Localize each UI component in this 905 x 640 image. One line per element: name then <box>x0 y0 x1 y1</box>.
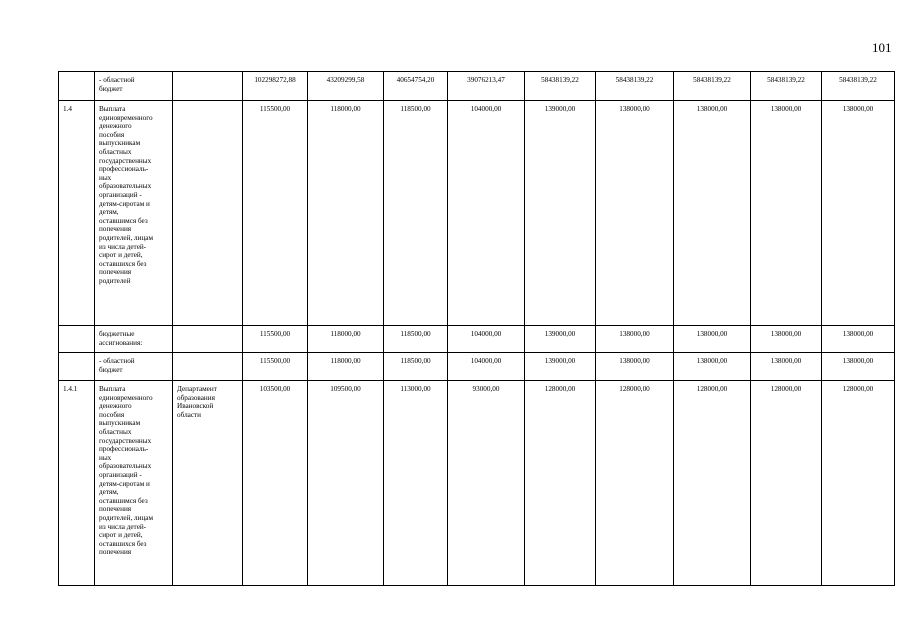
value-cell: 104000,00 <box>448 326 525 353</box>
value-cell: 138000,00 <box>822 326 895 353</box>
value-cell: 138000,00 <box>751 101 822 326</box>
row-code <box>59 326 95 353</box>
table-row <box>59 72 895 101</box>
row-name: Выплата единовременного денежного пособия выпускникам областных государственных профессиональ- ных образовательных организаций - детям-сиротам и детям, оставшимся без попечения родителей, лицам из числа детей- сирот и детей, оставшихся без попечения родителей <box>95 101 173 326</box>
value-cell: 43209299,58 <box>308 72 384 101</box>
row-executor <box>173 72 243 101</box>
value-cell: 118000,00 <box>308 101 384 326</box>
value-cell: 138000,00 <box>596 326 674 353</box>
value-cell: 39076213,47 <box>448 72 525 101</box>
value-cell: 58438139,22 <box>674 72 751 101</box>
value-cell: 40654754,20 <box>384 72 448 101</box>
value-cell: 104000,00 <box>448 353 525 381</box>
budget-table <box>58 71 895 586</box>
row-executor: Департамент образования Ивановской области <box>173 381 243 586</box>
value-cell: 93000,00 <box>448 381 525 586</box>
value-cell: 128000,00 <box>674 381 751 586</box>
row-code: 1.4.1 <box>59 381 95 586</box>
value-cell: 138000,00 <box>596 101 674 326</box>
value-cell: 138000,00 <box>822 353 895 381</box>
row-name: - областной бюджет <box>95 72 173 101</box>
value-cell: 139000,00 <box>525 101 596 326</box>
value-cell: 113000,00 <box>384 381 448 586</box>
value-cell: 115500,00 <box>243 101 308 326</box>
value-cell: 128000,00 <box>596 381 674 586</box>
value-cell: 138000,00 <box>674 353 751 381</box>
value-cell: 139000,00 <box>525 326 596 353</box>
value-cell: 109500,00 <box>308 381 384 586</box>
value-cell: 118500,00 <box>384 353 448 381</box>
table-row <box>59 101 895 326</box>
value-cell: 138000,00 <box>596 353 674 381</box>
table-row <box>59 353 895 381</box>
row-name: - областной бюджет <box>95 353 173 381</box>
value-cell: 138000,00 <box>822 101 895 326</box>
row-name: бюджетные ассигнования: <box>95 326 173 353</box>
value-cell: 128000,00 <box>525 381 596 586</box>
value-cell: 104000,00 <box>448 101 525 326</box>
table-row <box>59 326 895 353</box>
value-cell: 58438139,22 <box>751 72 822 101</box>
row-executor <box>173 353 243 381</box>
value-cell: 115500,00 <box>243 353 308 381</box>
row-name: Выплата единовременного денежного пособия выпускникам областных государственных профессиональ- ных образовательных организаций - детям-сиротам и детям, оставшимся без попечения родителей, лицам из числа детей- сирот и детей, оставшихся без попечения <box>95 381 173 586</box>
value-cell: 58438139,22 <box>822 72 895 101</box>
row-executor <box>173 101 243 326</box>
value-cell: 138000,00 <box>751 326 822 353</box>
value-cell: 118500,00 <box>384 326 448 353</box>
value-cell: 118000,00 <box>308 353 384 381</box>
value-cell: 115500,00 <box>243 326 308 353</box>
value-cell: 138000,00 <box>674 101 751 326</box>
row-executor <box>173 326 243 353</box>
value-cell: 128000,00 <box>751 381 822 586</box>
value-cell: 139000,00 <box>525 353 596 381</box>
table-row <box>59 381 895 586</box>
value-cell: 118000,00 <box>308 326 384 353</box>
page-number: 101 <box>872 40 892 55</box>
value-cell: 128000,00 <box>822 381 895 586</box>
value-cell: 138000,00 <box>674 326 751 353</box>
value-cell: 58438139,22 <box>596 72 674 101</box>
value-cell: 102298272,88 <box>243 72 308 101</box>
value-cell: 138000,00 <box>751 353 822 381</box>
value-cell: 118500,00 <box>384 101 448 326</box>
value-cell: 103500,00 <box>243 381 308 586</box>
row-code <box>59 353 95 381</box>
row-code: 1.4 <box>59 101 95 326</box>
row-code <box>59 72 95 101</box>
value-cell: 58438139,22 <box>525 72 596 101</box>
